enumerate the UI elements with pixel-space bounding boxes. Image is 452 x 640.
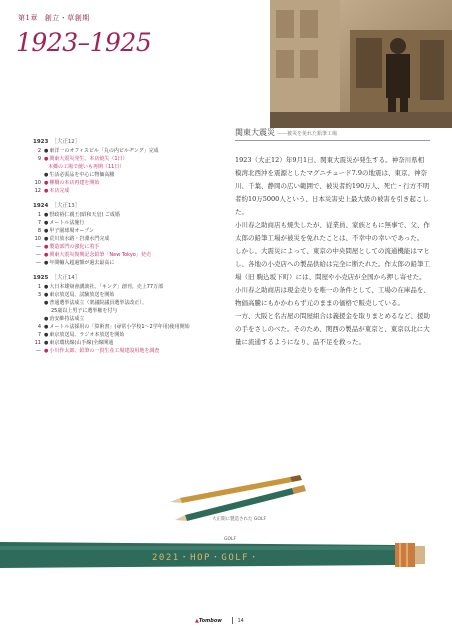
chronology-event [33, 147, 223, 155]
event-text: ● 東京環状線(山手線)全線開通 [44, 339, 113, 347]
event-month: 12 [34, 188, 41, 194]
event-month: 10 [34, 180, 41, 186]
era-label: ［大正14］ [51, 275, 81, 281]
chronology-event [33, 179, 223, 187]
year-block [33, 137, 223, 195]
chronology-event [33, 307, 223, 315]
event-month: — [36, 252, 41, 258]
event-text: ● 東京放送局、ラジオ本放送を開始 [44, 331, 124, 339]
event-text: ● 柳橋の本店再建を開始 [44, 179, 99, 187]
chronology-event [33, 219, 223, 227]
event-month: — [36, 348, 41, 354]
chronology-event [33, 211, 223, 219]
event-text: ● 生活必需品を中心に物価高騰 [44, 171, 114, 179]
event-text: 本郷の工場で焼いも再開（11日） [48, 164, 125, 170]
event-text: ● メートル法施行 [44, 219, 84, 227]
chronology-event [33, 243, 223, 251]
article-subtitle: ——被災を免れた鉛筆工場 [277, 131, 338, 137]
page-number: 14 [237, 617, 244, 624]
event-month: 10 [34, 236, 41, 242]
year-heading [33, 137, 223, 145]
article-paragraph: 小川春之助商店も焼失したが、従業員、家族ともに無事で、父、作太郎の鉛筆工場が被災を免れたことは、不幸中の幸いであった。 [235, 221, 430, 242]
event-text: ● メートル法採用の「算術書」(尋常小学校1～2学年用)使用開始 [44, 323, 190, 331]
chronology-event [33, 251, 223, 259]
chronology-event [33, 339, 223, 347]
event-month [33, 299, 41, 307]
chapter-title: 創立・草創期 [44, 14, 90, 22]
page-footer [195, 617, 244, 624]
article-body [235, 154, 430, 349]
chronology-event [33, 163, 223, 171]
pencil-caption: 大正期に製造された GOLF [212, 517, 267, 522]
event-month: 7 [37, 332, 41, 338]
year-block [33, 201, 223, 267]
event-month [33, 307, 41, 315]
article-heading [235, 127, 337, 138]
article-paragraph: しかし、大震災によって、東京の中央問屋としての流通機能はマヒし、各地の小売店への製品供給は完全に断たれた。作太郎の鉛筆工場（旧 駒込坂下町）には、問屋や小売店が全国から押し寄せた。小川春之助商店は現金売りを唯一の条件として、工場の在庫品を、物価高騰にもかかわらず元のままの価格で販売している。 [235, 247, 430, 307]
chronology-event [33, 283, 223, 291]
event-month [33, 171, 41, 179]
divider [235, 140, 430, 141]
event-month: 1 [37, 212, 41, 218]
chronology-event [33, 259, 223, 267]
chronology-event [33, 171, 223, 179]
event-text: ● 年間輸入超過額が過去最高に [44, 259, 114, 267]
diagonal-pencil-1 [170, 475, 302, 503]
chronology-event [33, 347, 223, 355]
chronology-event [33, 323, 223, 331]
chronology-event [33, 227, 223, 235]
chronology-event [33, 291, 223, 299]
event-month: 3 [37, 292, 41, 298]
event-month: — [36, 244, 41, 250]
chronology-event [33, 299, 223, 307]
event-text: ● 普通選挙法成立（衆議院議員選挙法改正）。 [44, 299, 147, 307]
event-text: ● 甲子園球場オープン [44, 227, 94, 235]
year-label: 1923 [33, 139, 49, 145]
event-text: ● 本店完成 [44, 187, 69, 195]
golf-caption: GOLF [224, 537, 237, 542]
year-range-title: 1923–1925 [16, 28, 152, 57]
event-text: ● 関東大震災復興記念鉛筆「New Tokyo」発売 [44, 251, 151, 259]
event-month: 8 [37, 228, 41, 234]
year-label: 1924 [33, 203, 49, 209]
article-paragraph: 1923（大正12）年9月1日、関東大震災が発生する。神奈川県相模湾北西沖を震源としたマグニチュード7.9の地震は、東京、神奈川、千葉、静岡の広い範囲で、被災者約190万人、死亡・行方不明者約10万5000人という、日本災害史上最大級の被害を引き起こした。 [235, 156, 430, 216]
year-heading [33, 273, 223, 281]
event-text: ● 東洋一のオフィスビル「丸の内ビルヂング」完成 [44, 147, 159, 155]
year-label: 1925 [33, 275, 49, 281]
event-text: ● 製造部門の強化に着手 [44, 243, 99, 251]
event-text: ● 治安維持法成立 [44, 315, 84, 323]
event-month: 7 [37, 220, 41, 226]
chronology-event [33, 315, 223, 323]
chronology-table [33, 137, 223, 361]
event-text: ● 関東大震災発生。本店焼失（1日） [44, 155, 128, 163]
event-text: ● 東京放送局、試験放送を開始 [44, 291, 114, 299]
event-text: 25歳以上男子に選挙権を付与 [51, 308, 118, 314]
event-text: ● 荒川放水路・岩淵水門完成 [44, 235, 109, 243]
year-block [33, 273, 223, 355]
event-month: 1 [37, 284, 41, 290]
event-month [33, 315, 41, 323]
chapter-number: 第1章 [18, 14, 38, 22]
chronology-event [33, 187, 223, 195]
historical-photo [270, 0, 452, 128]
event-text: ● 摂政裕仁親王(昭和天皇) ご成婚 [44, 211, 120, 219]
tombow-logo: ▲Tombow [195, 617, 222, 624]
era-label: ［大正12］ [51, 139, 81, 145]
event-text: ● 小川作太郎、鉛筆の一貫生産工場建設用地を調査 [44, 347, 159, 355]
chronology-event [33, 155, 223, 163]
chapter-heading [18, 13, 90, 23]
article-title: 関東大震災 [235, 128, 275, 137]
pencil-imprint: 2021・HOP・GOLF・ [152, 553, 260, 563]
article-paragraph: 一方、大阪と名古屋の問屋組合は義援金を取りまとめるなど、援助の手をさしのべた。そのため、関西の製品が東京と、東京以北に大量に流通するようになり、品不足を救った。 [235, 312, 430, 346]
year-heading [33, 201, 223, 209]
event-month: — [36, 260, 41, 266]
event-text: ● 大日本雄辯會講談社、「キング」創刊。売上77万部 [44, 283, 163, 291]
event-month: 9 [37, 156, 41, 162]
divider [232, 617, 233, 624]
event-month: 11 [34, 340, 41, 346]
chronology-event [33, 331, 223, 339]
event-month [33, 163, 41, 171]
event-month: 2 [37, 148, 41, 154]
event-month: 4 [37, 324, 41, 330]
chronology-event [33, 235, 223, 243]
era-label: ［大正13］ [51, 203, 81, 209]
